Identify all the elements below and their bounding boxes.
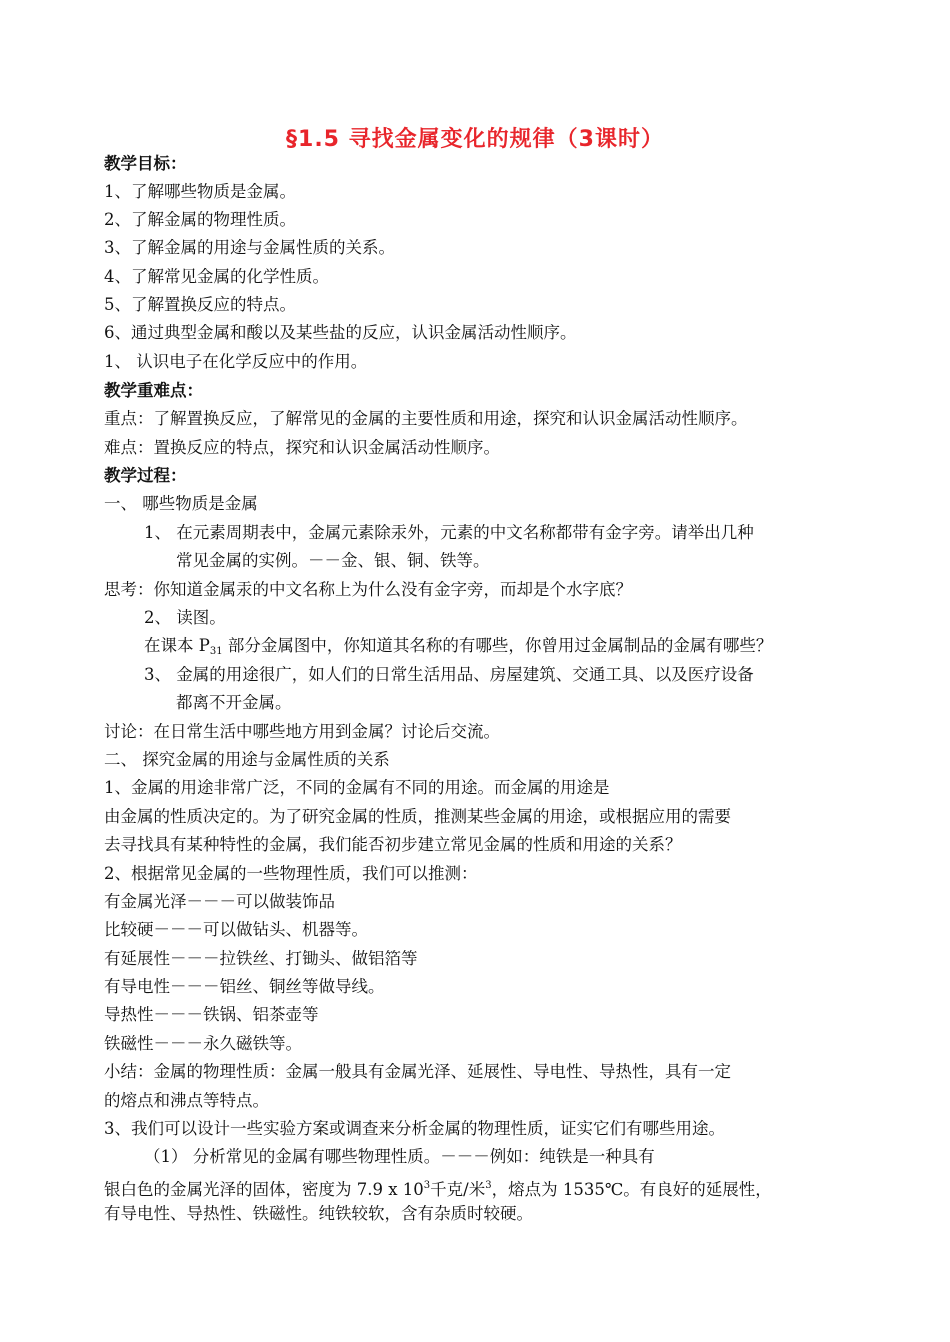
property-item: 有导电性－－－铝丝、铜丝等做导线。	[104, 977, 385, 996]
text-segment: 在课本 P	[144, 636, 210, 655]
text-segment: 银白色的金属光泽的固体，密度为 7.9 x 10	[104, 1180, 424, 1199]
think-question: 思考：你知道金属汞的中文名称上为什么没有金字旁，而却是个水字底？	[104, 580, 632, 599]
summary-text: 小结：金属的物理性质：金属一般具有金属光泽、延展性、导电性、导热性，具有一定	[104, 1062, 731, 1081]
objective-item: 3、了解金属的用途与金属性质的关系。	[104, 238, 395, 257]
subsection-paragraph: （1） 分析常见的金属有哪些物理性质。－－－例如：纯铁是一种具有	[144, 1147, 655, 1166]
process-heading: 教学过程：	[104, 466, 187, 485]
property-item: 有延展性－－－拉铁丝、打锄头、做铝箔等	[104, 949, 418, 968]
property-item: 铁磁性－－－永久磁铁等。	[104, 1034, 302, 1053]
objectives-heading: 教学目标：	[104, 154, 187, 173]
section1-paragraph: 都离不开金属。	[176, 693, 292, 712]
document-title: §1.5 寻找金属变化的规律（3课时）	[286, 127, 664, 152]
section1-paragraph: 3、 金属的用途很广，如人们的日常生活用品、房屋建筑、交通工具、以及医疗设备	[144, 665, 754, 684]
section2-paragraph: 1、金属的用途非常广泛，不同的金属有不同的用途。而金属的用途是	[104, 778, 610, 797]
section2-paragraph: 2、根据常见金属的一些物理性质，我们可以推测：	[104, 864, 478, 883]
focus-text: 重点：了解置换反应，了解常见的金属的主要性质和用途，探究和认识金属活动性顺序。	[104, 409, 748, 428]
section1-paragraph: 2、 读图。	[144, 608, 226, 627]
summary-text: 的熔点和沸点等特点。	[104, 1091, 269, 1110]
exponent-superscript: 3	[423, 1180, 431, 1191]
section1-paragraph: 常见金属的实例。－－金、银、铜、铁等。	[176, 551, 490, 570]
text-segment: ，熔点为 1535℃。有良好的延展性，	[491, 1180, 772, 1199]
section2-title: 二、 探究金属的用途与金属性质的关系	[104, 750, 390, 769]
objective-item: 2、了解金属的物理性质。	[104, 210, 296, 229]
property-item: 比较硬－－－可以做钻头、机器等。	[104, 920, 368, 939]
section1-title: 一、 哪些物质是金属	[104, 494, 258, 513]
objective-item: 4、了解常见金属的化学性质。	[104, 267, 329, 286]
property-item: 有金属光泽－－－可以做装饰品	[104, 892, 335, 911]
section1-paragraph: 1、 在元素周期表中，金属元素除汞外，元素的中文名称都带有金字旁。请举出几种	[144, 523, 754, 542]
objective-item: 1、 认识电子在化学反应中的作用。	[104, 352, 368, 371]
property-item: 导热性－－－铁锅、铝茶壶等	[104, 1005, 319, 1024]
section2-paragraph: 去寻找具有某种特性的金属，我们能否初步建立常见金属的性质和用途的关系？	[104, 835, 682, 854]
section2-paragraph: 由金属的性质决定的。为了研究金属的性质，推测某些金属的用途，或根据应用的需要	[104, 807, 731, 826]
objective-item: 1、了解哪些物质是金属。	[104, 182, 296, 201]
discussion-text: 讨论：在日常生活中哪些地方用到金属？讨论后交流。	[104, 722, 500, 741]
exponent-superscript: 3	[485, 1180, 492, 1191]
section2-paragraph: 3、我们可以设计一些实验方案或调查来分析金属的物理性质，证实它们有哪些用途。	[104, 1119, 725, 1138]
subsection-paragraph: 有导电性、导热性、铁磁性。纯铁较软，含有杂质时较硬。	[104, 1204, 533, 1223]
subsection-paragraph	[104, 1175, 772, 1201]
key-points-heading: 教学重难点：	[104, 381, 203, 400]
page-number-subscript: 31	[209, 646, 223, 657]
objective-item: 5、了解置换反应的特点。	[104, 295, 296, 314]
objective-item: 6、通过典型金属和酸以及某些盐的反应，认识金属活动性顺序。	[104, 323, 577, 342]
section1-paragraph	[144, 635, 772, 663]
text-segment: 部分金属图中，你知道其名称的有哪些，你曾用过金属制品的金属有哪些？	[222, 636, 773, 655]
difficulty-text: 难点：置换反应的特点，探究和认识金属活动性顺序。	[104, 438, 500, 457]
text-segment: 千克/米	[430, 1180, 486, 1199]
